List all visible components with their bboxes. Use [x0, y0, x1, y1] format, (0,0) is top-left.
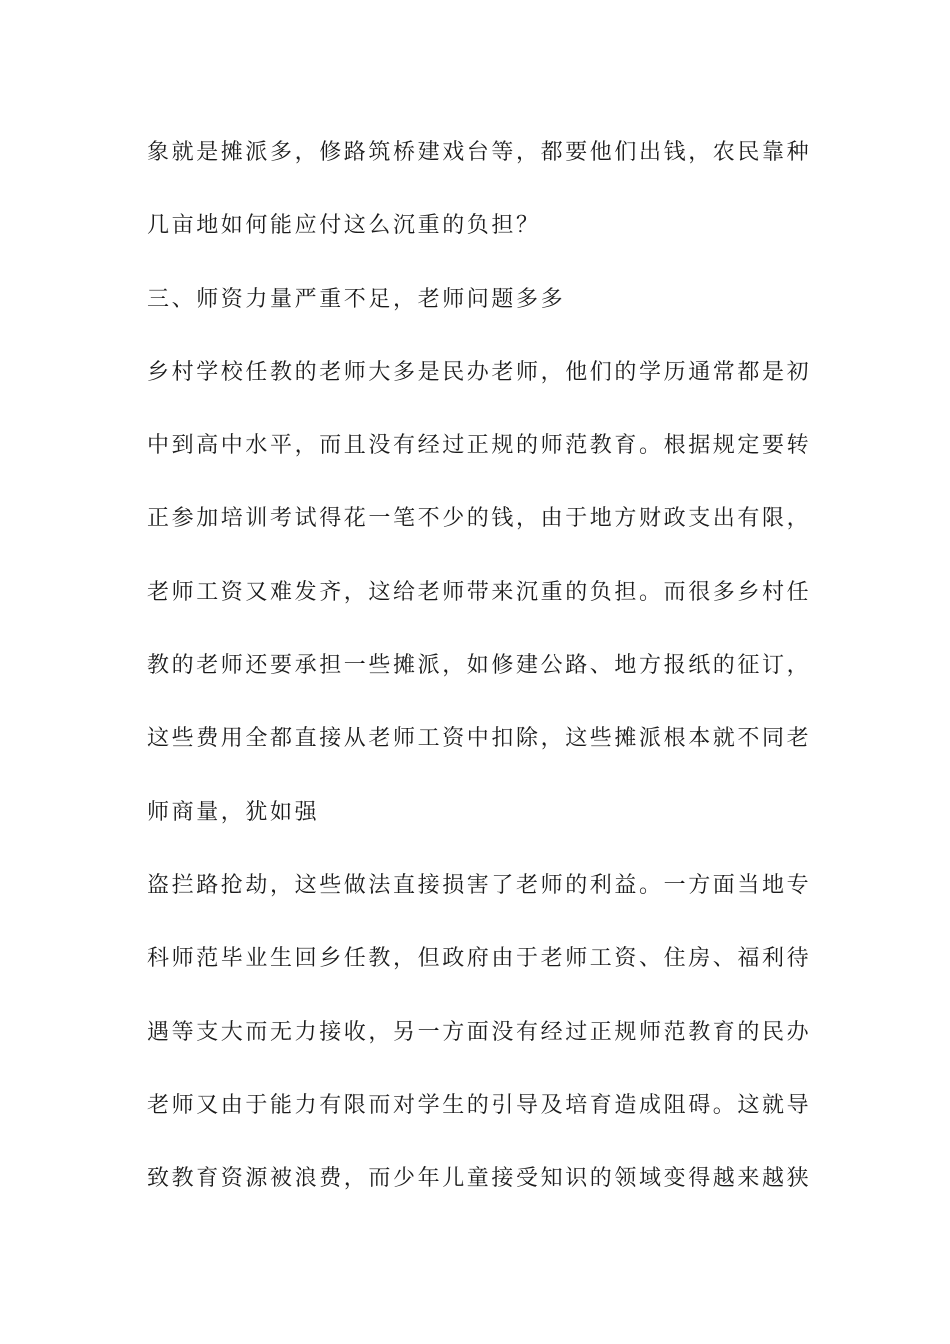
text-line: 正参加培训考试得花一笔不少的钱，由于地方财政支出有限， [147, 506, 812, 532]
section-heading: 三、师资力量严重不足，老师问题多多 [147, 286, 566, 312]
text-line: 几亩地如何能应付这么沉重的负担？ [147, 213, 541, 239]
text-line: 盗拦路抢劫，这些做法直接损害了老师的利益。一方面当地专 [147, 872, 812, 898]
text-line: 象就是摊派多，修路筑桥建戏台等，都要他们出钱，农民靠种 [147, 140, 812, 165]
text-line: 科师范毕业生回乡任教，但政府由于老师工资、住房、福利待 [147, 946, 812, 972]
text-line: 教的老师还要承担一些摊派，如修建公路、地方报纸的征订， [147, 653, 812, 679]
text-line: 中到高中水平，而且没有经过正规的师范教育。根据规定要转 [147, 433, 812, 459]
body-text [147, 131, 812, 1230]
text-line: 这些费用全都直接从老师工资中扣除，这些摊派根本就不同老 [147, 726, 812, 752]
text-line: 乡村学校任教的老师大多是民办老师，他们的学历通常都是初 [147, 359, 812, 385]
text-line: 老师又由于能力有限而对学生的引导及培育造成阻碍。这就导 [147, 1092, 812, 1118]
text-line: 致教育资源被浪费，而少年儿童接受知识的领域变得越来越狭 [147, 1166, 812, 1192]
text-line: 遇等支大而无力接收，另一方面没有经过正规师范教育的民办 [147, 1019, 812, 1045]
text-line: 老师工资又难发齐，这给老师带来沉重的负担。而很多乡村任 [147, 579, 812, 605]
text-line: 师商量，犹如强 [147, 799, 320, 825]
